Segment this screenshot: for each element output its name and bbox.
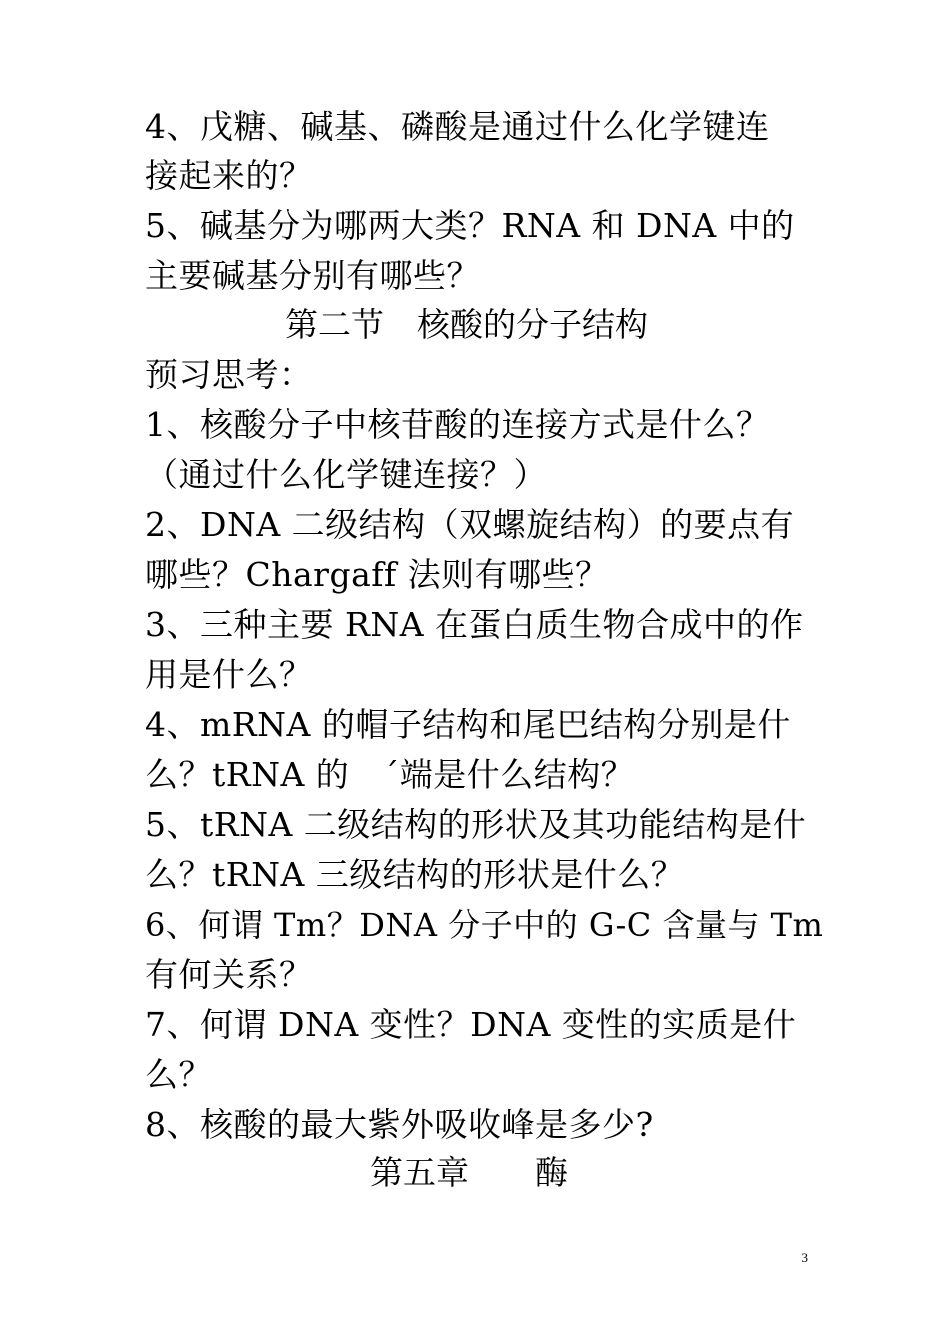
question-line: 4、mRNA 的帽子结构和尾巴结构分别是什: [145, 705, 791, 744]
section-heading: 第二节 核酸的分子结构: [285, 305, 648, 344]
text-line: 5、碱基分为哪两大类？RNA 和 DNA 中的: [145, 206, 795, 245]
question-line: 么？tRNA 的 ˊ端是什么结构？: [145, 755, 635, 794]
text-line: 4、戊糖、碱基、磷酸是通过什么化学键连: [145, 107, 770, 146]
question-line: 哪些？Chargaff 法则有哪些？: [145, 555, 609, 594]
chapter-heading: 第五章 酶: [370, 1153, 568, 1192]
question-line: 1、核酸分子中核苷酸的连接方式是什么？: [145, 405, 770, 444]
question-line: 5、tRNA 二级结构的形状及其功能结构是什: [145, 805, 807, 844]
question-line: 有何关系？: [145, 955, 313, 994]
question-line: 7、何谓 DNA 变性？DNA 变性的实质是什: [145, 1005, 797, 1044]
question-line: 6、何谓 Tm？DNA 分子中的 G-C 含量与 Tm: [145, 906, 824, 944]
page-number: 3: [801, 1250, 808, 1265]
text-line: 接起来的？: [145, 156, 313, 195]
question-line: （通过什么化学键连接？）: [145, 455, 547, 494]
text-line: 主要碱基分别有哪些？: [145, 256, 480, 295]
preview-label: 预习思考：: [145, 355, 313, 394]
question-line: 么？: [145, 1055, 212, 1094]
question-line: 2、DNA 二级结构（双螺旋结构）的要点有: [145, 505, 795, 544]
question-line: 3、三种主要 RNA 在蛋白质生物合成中的作: [145, 605, 804, 644]
question-line: 用是什么？: [145, 655, 313, 694]
question-line: 么？tRNA 三级结构的形状是什么？: [145, 855, 685, 894]
question-line: 8、核酸的最大紫外吸收峰是多少?: [145, 1105, 654, 1144]
